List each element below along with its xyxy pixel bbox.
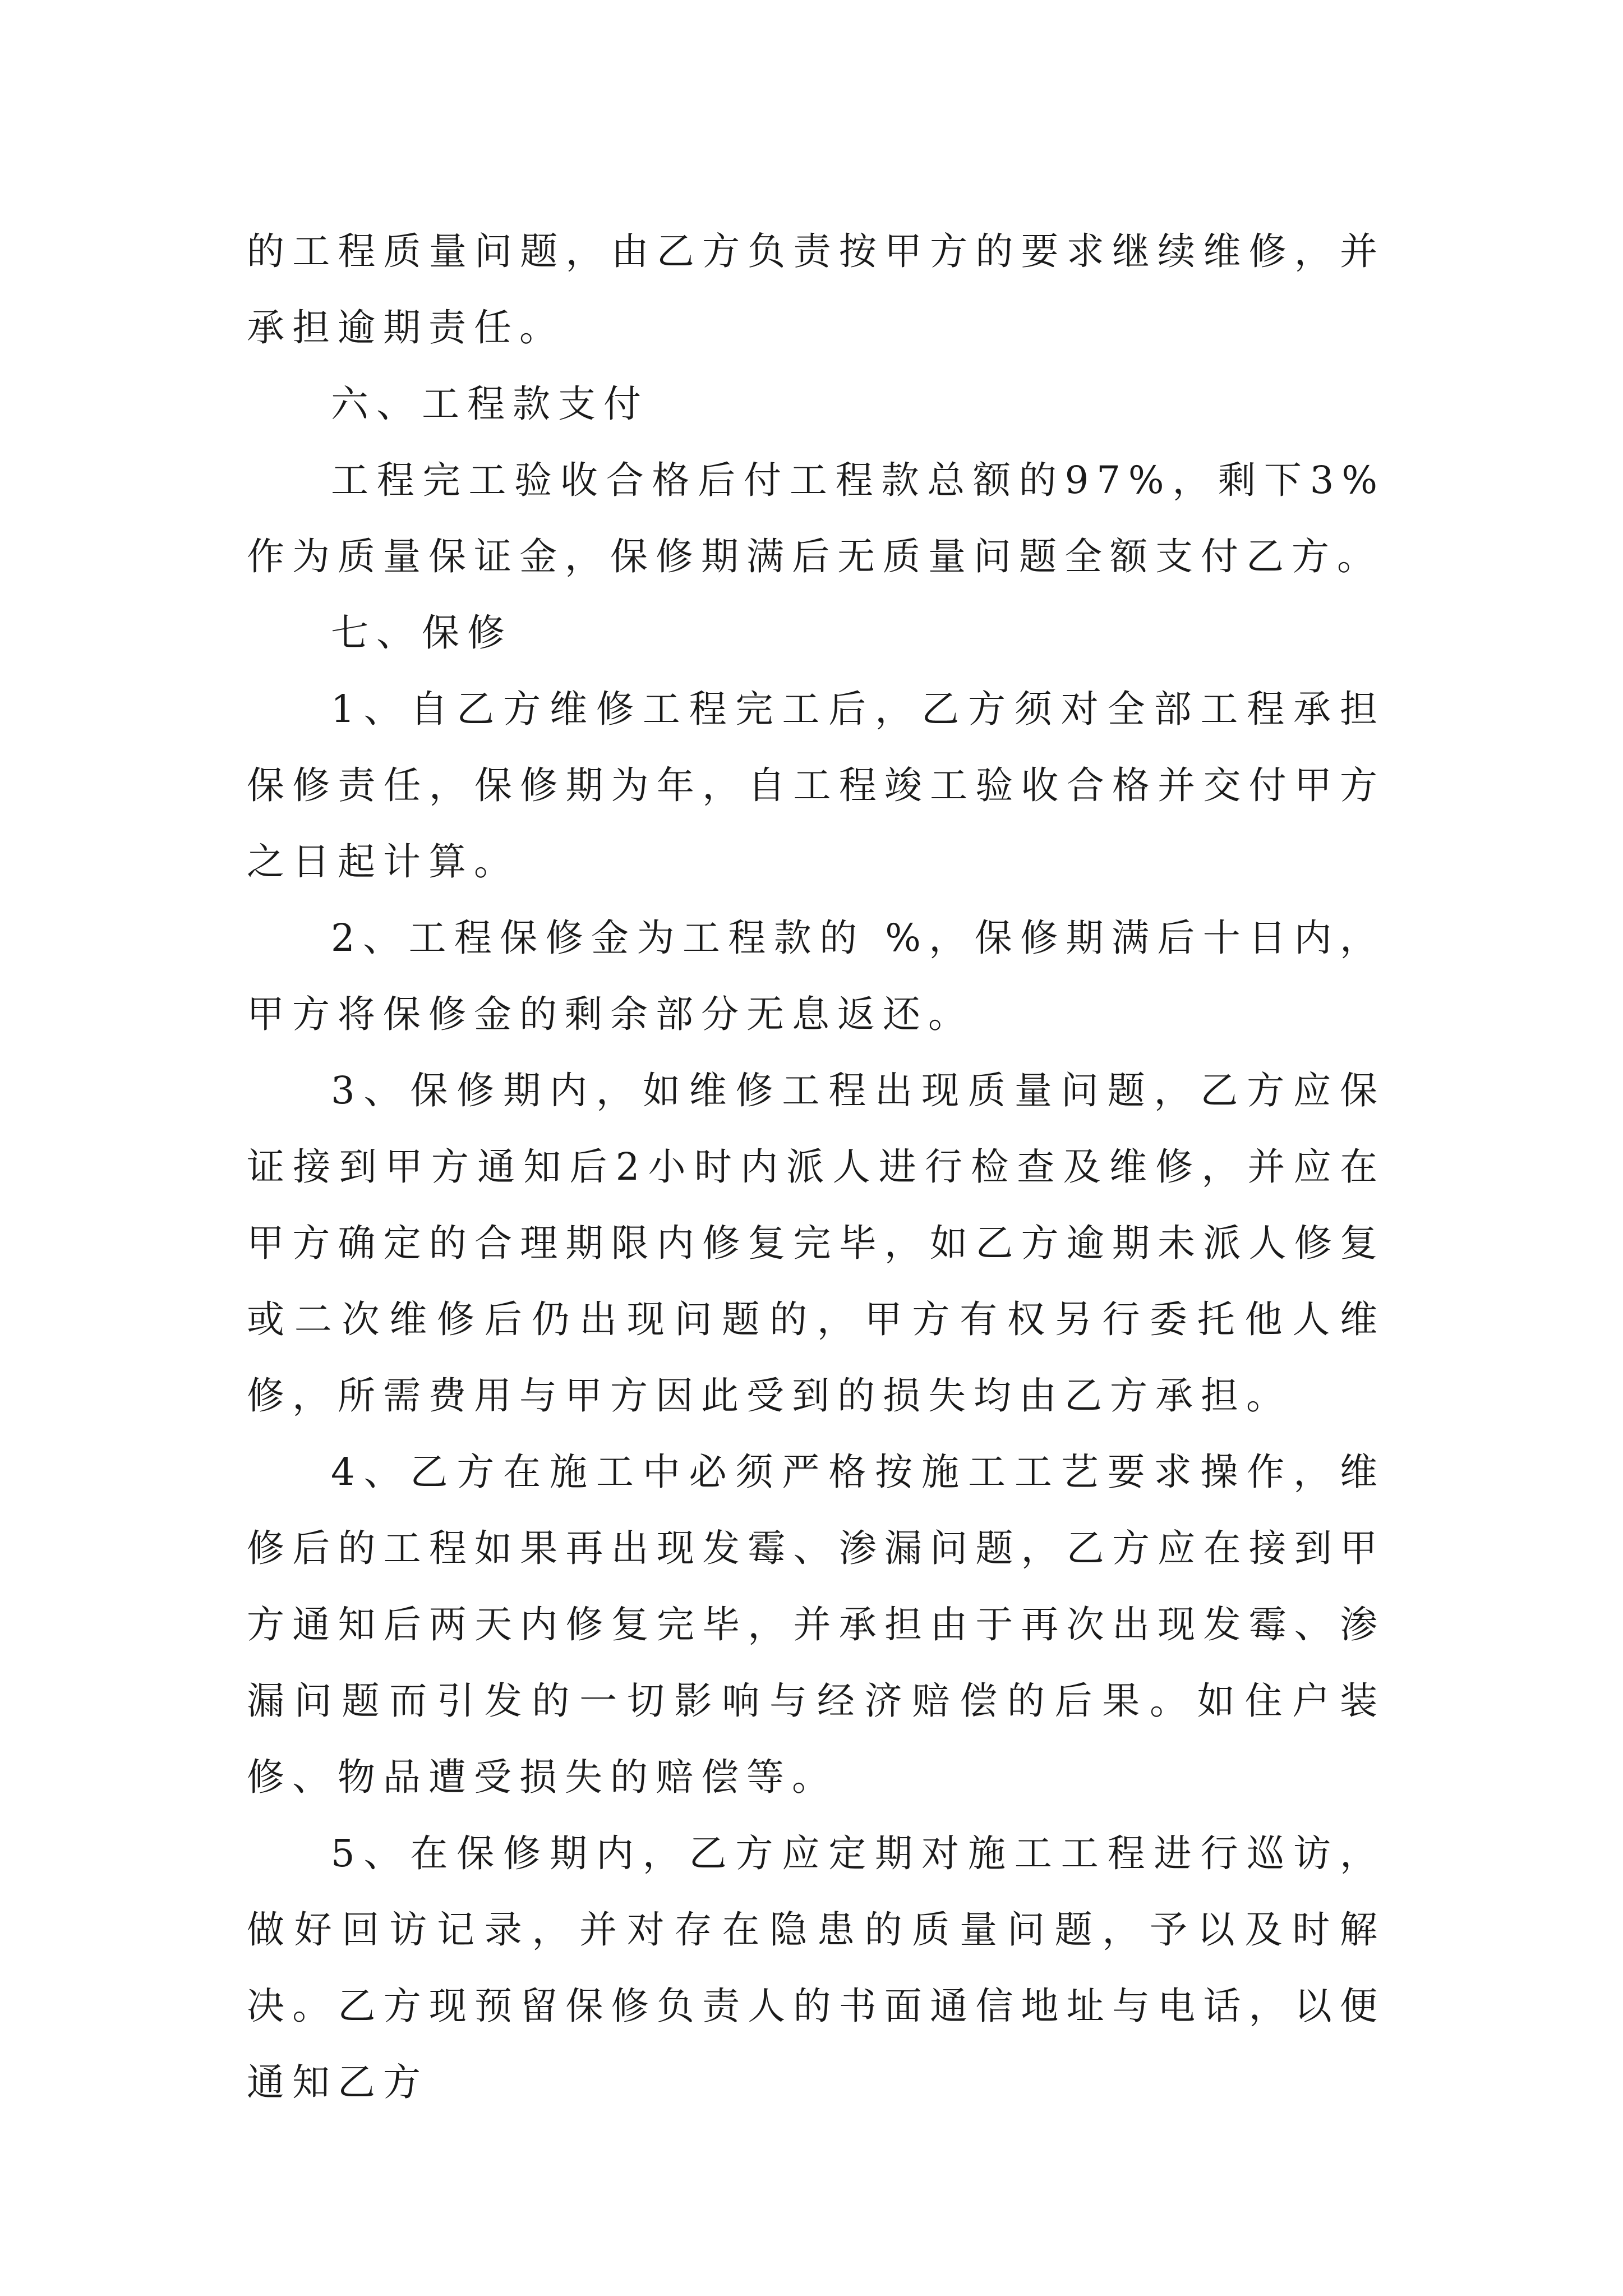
document-body — [247, 213, 1385, 2120]
section-heading-warranty: 七、保修 — [331, 611, 513, 655]
paragraph-warranty-clause-2: 2、工程保修金为工程款的 %，保修期满后十日内，甲方将保修金的剩余部分无息返还。 — [247, 916, 1385, 1036]
paragraph-payment-terms: 工程完工验收合格后付工程款总额的97%，剩下3%作为质量保证金，保修期满后无质量问题全额支付乙方。 — [247, 458, 1385, 578]
section-heading-payment: 六、工程款支付 — [331, 382, 649, 426]
paragraph-warranty-clause-1: 1、自乙方维修工程完工后，乙方须对全部工程承担保修责任，保修期为年，自工程竣工验收合格并交付甲方之日起计算。 — [247, 687, 1385, 884]
paragraph-warranty-clause-5: 5、在保修期内，乙方应定期对施工工程进行巡访，做好回访记录，并对存在隐患的质量问题，予以及时解决。乙方现预留保修负责人的书面通信地址与电话，以便通知乙方 — [247, 1832, 1385, 2104]
paragraph-continuation: 的工程质量问题，由乙方负责按甲方的要求继续维修，并承担逾期责任。 — [247, 229, 1385, 349]
paragraph-warranty-clause-3: 3、保修期内，如维修工程出现质量问题，乙方应保证接到甲方通知后2小时内派人进行检查及维修，并应在甲方确定的合理期限内修复完毕，如乙方逾期未派人修复或二次维修后仍出现问题的，甲方有权另行委托他人维修，所需费用与甲方因此受到的损失均由乙方承担。 — [247, 1069, 1385, 1418]
paragraph-warranty-clause-4: 4、乙方在施工中必须严格按施工工艺要求操作，维修后的工程如果再出现发霉、渗漏问题，乙方应在接到甲方通知后两天内修复完毕，并承担由于再次出现发霉、渗漏问题而引发的一切影响与经济赔偿的后果。如住户装修、物品遭受损失的赔偿等。 — [247, 1450, 1385, 1799]
